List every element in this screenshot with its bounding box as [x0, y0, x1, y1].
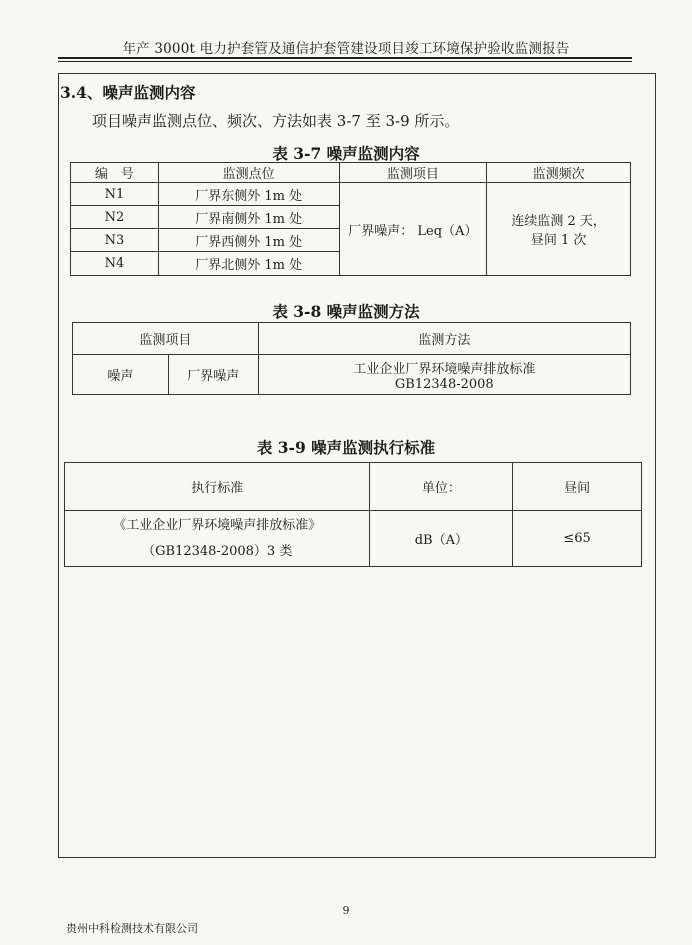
- table-3-7-header-id: 编 号: [71, 163, 159, 183]
- table-3-8-header-method: 监测方法: [258, 323, 630, 355]
- point-id: N4: [71, 252, 159, 276]
- table-3-7: [70, 162, 631, 276]
- header-rule-thick: [58, 57, 632, 59]
- frequency-line-2: 昼间 1 次: [530, 233, 587, 248]
- point-location: 厂界北侧外 1m 处: [158, 252, 339, 276]
- company-name: 贵州中科检测技术有限公司: [66, 922, 198, 935]
- table-3-7-header-frequency: 监测频次: [487, 163, 631, 183]
- table-3-8-header-row: [73, 323, 631, 355]
- table-row: [73, 355, 631, 395]
- method-line-2: GB12348-2008: [394, 376, 494, 392]
- table-3-7-header-row: [71, 163, 631, 183]
- section-title: 3.4、噪声监测内容: [60, 83, 196, 102]
- table-3-9-header-standard: 执行标准: [65, 463, 370, 511]
- daytime-limit: ≤65: [513, 511, 642, 567]
- report-header-title: 年产 3000t 电力护套管及通信护套管建设项目竣工环境保护验收监测报告: [122, 41, 570, 57]
- point-location: 厂界西侧外 1m 处: [158, 229, 339, 252]
- point-id: N3: [71, 229, 159, 252]
- table-3-8-caption: 表 3-8 噪声监测方法: [272, 302, 420, 321]
- table-3-8-header-item: 监测项目: [73, 323, 259, 355]
- method-subcategory: 厂界噪声: [168, 355, 258, 395]
- header-rule-thin: [58, 61, 632, 62]
- frequency-line-1: 连续监测 2 天，: [511, 214, 606, 229]
- table-3-9: [64, 462, 642, 567]
- method-category: 噪声: [73, 355, 169, 395]
- table-3-9-caption: 表 3-9 噪声监测执行标准: [256, 438, 436, 457]
- table-row: [65, 511, 642, 567]
- standard-line-2: （GB12348-2008）3 类: [142, 543, 293, 559]
- point-location: 厂界南侧外 1m 处: [158, 206, 339, 229]
- section-intro: 项目噪声监测点位、频次、方法如表 3-7 至 3-9 所示。: [92, 112, 460, 130]
- monitoring-item: 厂界噪声： Leq（A）: [339, 183, 487, 276]
- table-3-7-header-item: 监测项目: [339, 163, 487, 183]
- method-standard: [258, 355, 630, 395]
- table-3-8: [72, 322, 631, 395]
- page-number: 9: [342, 904, 350, 917]
- point-id: N1: [71, 183, 159, 206]
- table-3-9-header-unit: 单位：: [370, 463, 513, 511]
- table-row: [71, 183, 631, 206]
- table-3-7-caption: 表 3-7 噪声监测内容: [272, 144, 420, 163]
- point-id: N2: [71, 206, 159, 229]
- point-location: 厂界东侧外 1m 处: [158, 183, 339, 206]
- table-3-9-header-daytime: 昼间: [513, 463, 642, 511]
- unit-value: dB（A）: [370, 511, 513, 567]
- standard-line-1: 《工业企业厂界环境噪声排放标准》: [113, 517, 322, 533]
- method-line-1: 工业企业厂界环境噪声排放标准: [353, 361, 536, 377]
- execution-standard: [65, 511, 370, 567]
- table-3-9-header-row: [65, 463, 642, 511]
- table-3-7-header-location: 监测点位: [158, 163, 339, 183]
- monitoring-frequency: [487, 183, 631, 276]
